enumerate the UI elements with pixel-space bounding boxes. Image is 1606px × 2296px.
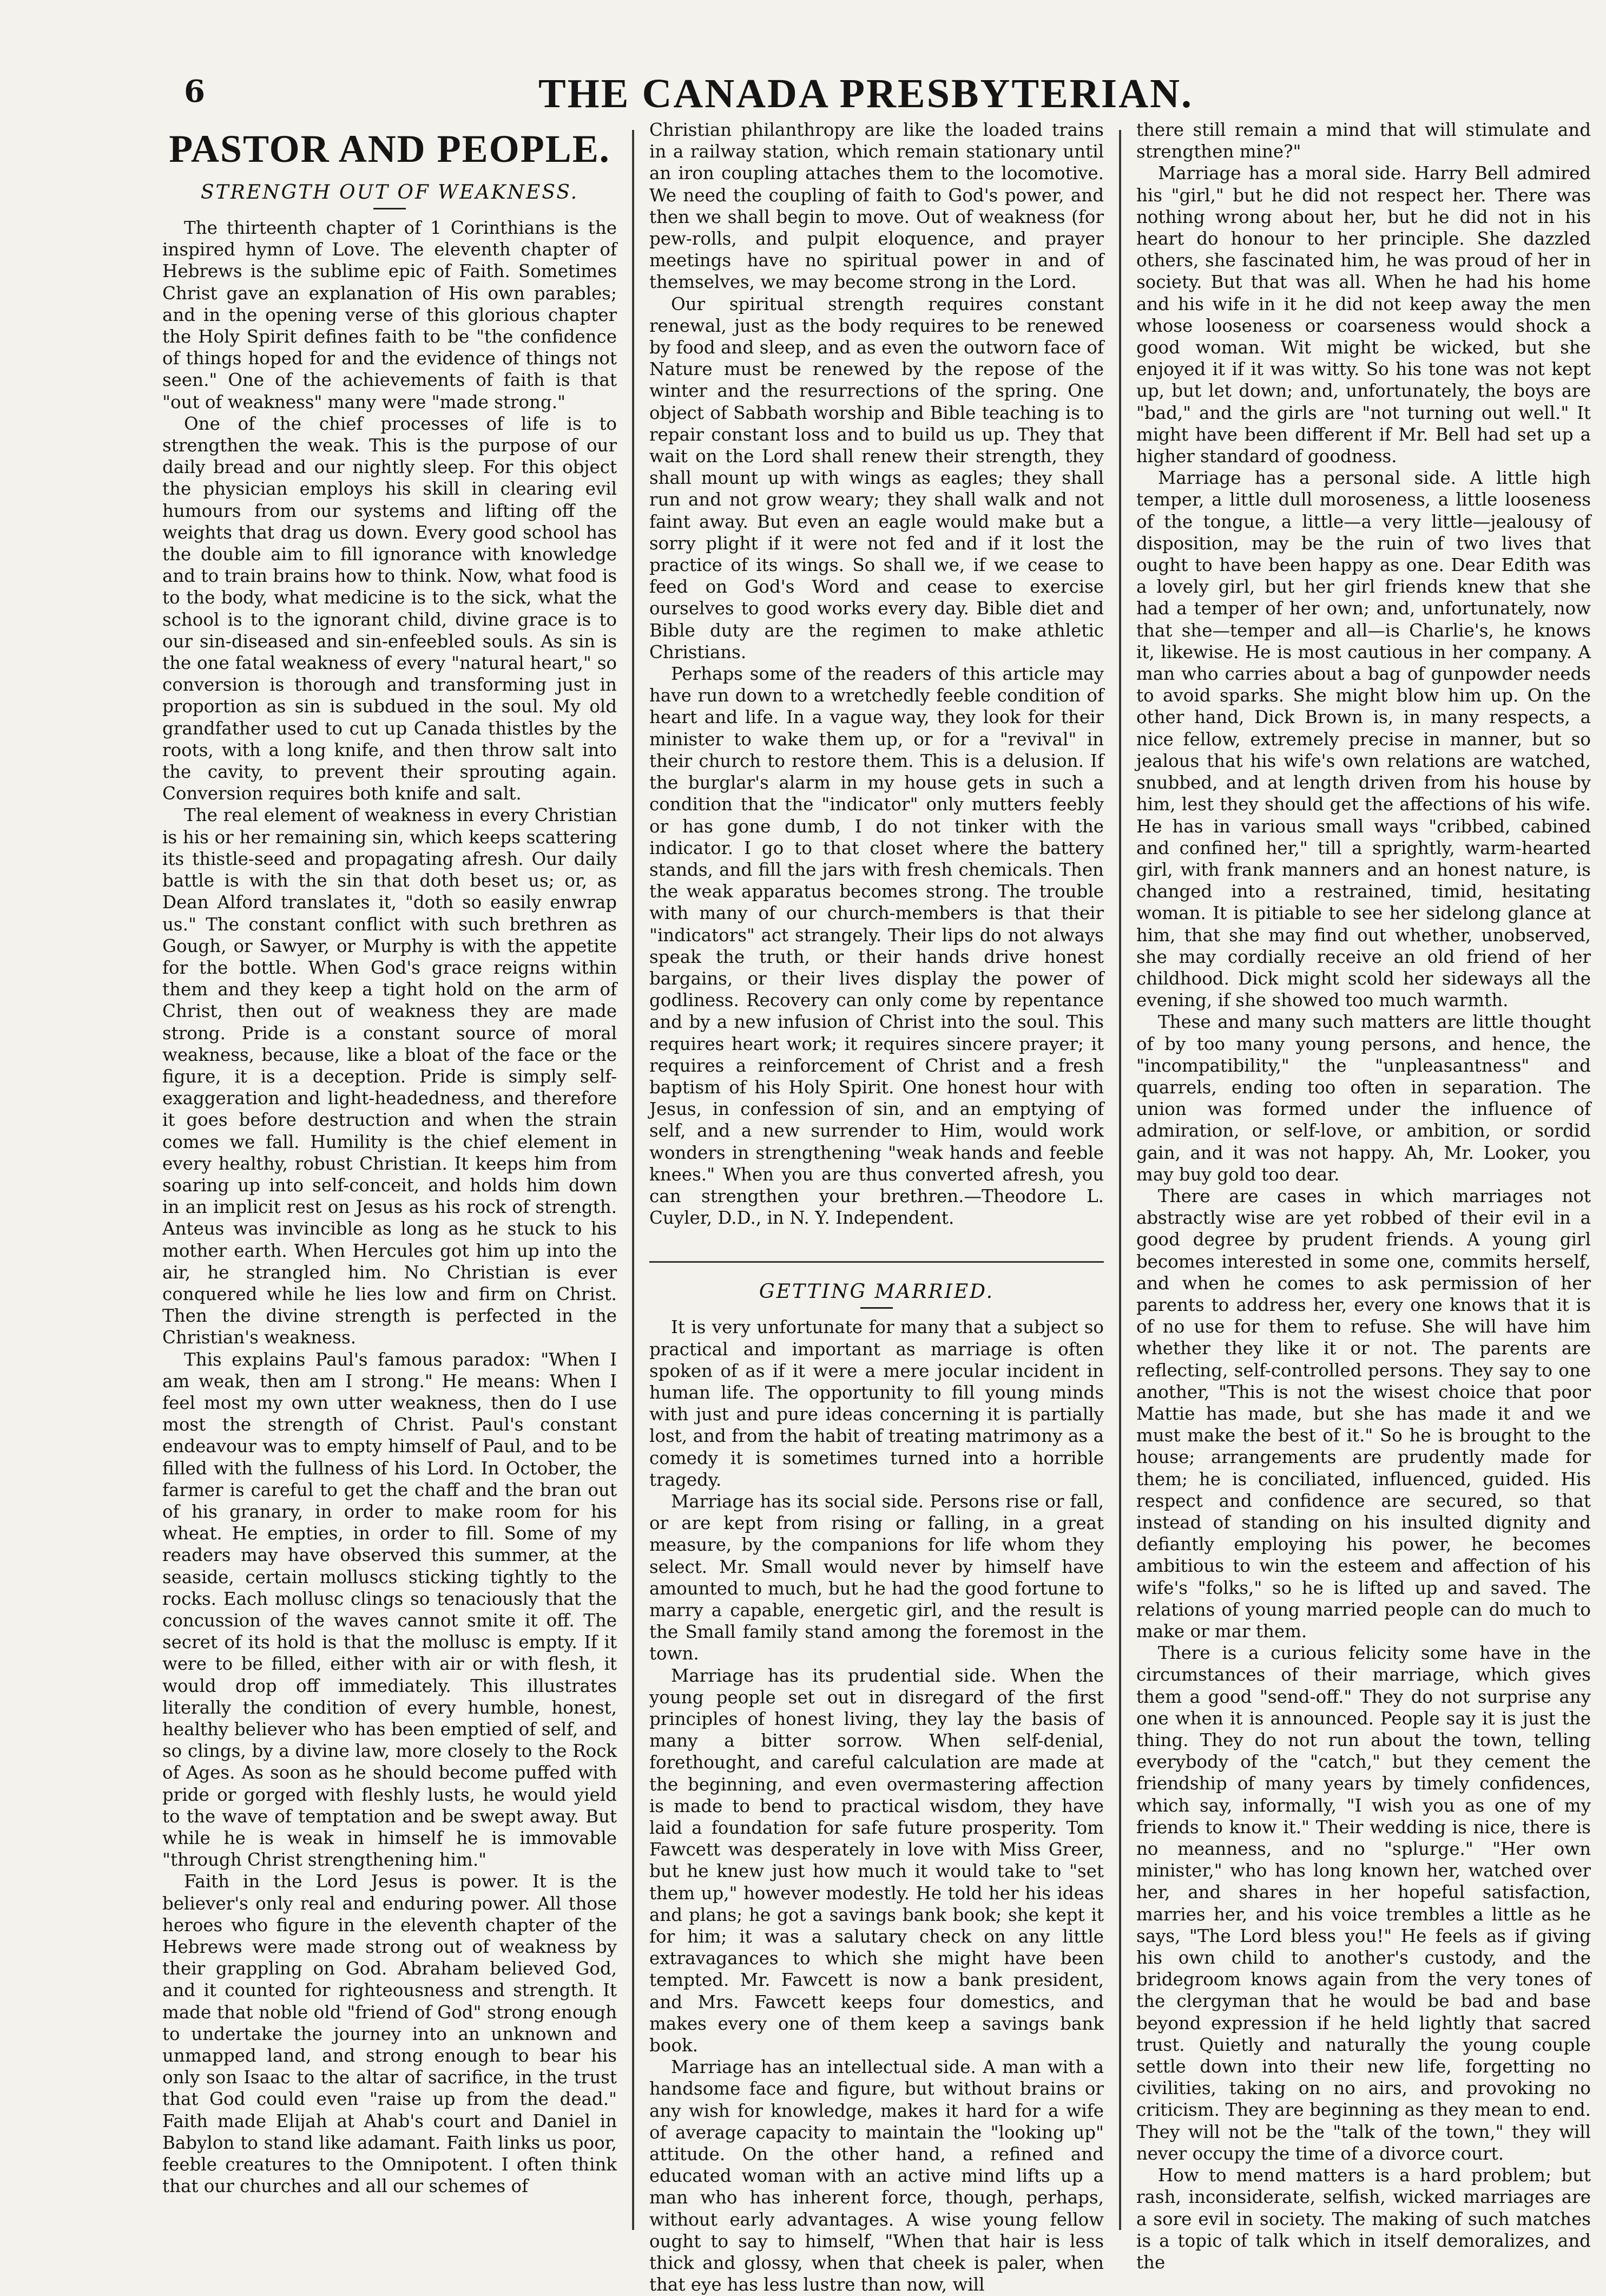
paragraph: These and many such matters are little thought of by too many young persons, and hence, the "incompatibility," the "unpleasantness" and quarrels, ending too often in separation. The union was formed under the influence of admiration, or self-love, or ambition, or sordid gain, and it was not happy. Ah, Mr. Looker, you may buy gold too dear. bbox=[1136, 1012, 1591, 1185]
column-divider bbox=[632, 130, 634, 2230]
paragraph: The real element of weakness in every Christian is his or her remaining sin, which keeps scattering its thistle-seed and propagating afresh. Our daily battle is with the sin that doth beset us; or, as Dean Alford translates it, "doth so easily enwrap us." The constant conflict with such brethren as Gough, or Sawyer, or Murphy is with the appetite for the bottle. When God's grace reigns within them and they keep a tight hold on the arm of Christ, then out of weakness they are made strong. Pride is a constant source of moral weakness, because, like a bloat of the face or the figure, it is a deception. Pride is simply self-exaggeration and light-headedness, and therefore it goes before destruction and when the strain comes we fall. Humility is the chief element in every healthy, robust Christian. It keeps him from soaring up into self-conceit, and holds him down in an implicit rest on Jesus as his rock of strength. Anteus was invincible as long as he stuck to his mother earth. When Hercules got him up into the air, he strangled him. No Christian is ever conquered while he lies low and firm on Christ. Then the divine strength is perfected in the Christian's weakness. bbox=[162, 805, 617, 1348]
column-1 bbox=[162, 119, 617, 2230]
section-heading: PASTOR AND PEOPLE. bbox=[169, 127, 610, 170]
masthead: THE CANADA PRESBYTERIAN. bbox=[538, 71, 1194, 116]
paragraph: Marriage has its prudential side. When the young people set out in disregard of the first principles of honest living, they lay the basis of many a bitter sorrow. When self-denial, forethought, and careful calculation are made at the beginning, and even overmastering affection is made to bend to practical wisdom, they have laid a foundation for safe future prosperity. Tom Fawcett was desperately in love with Miss Greer, but he knew just how much it would take to "set them up," however modestly. He told her his ideas and plans; he got a savings bank book; she kept it for him; it was a salutary check on any little extravagances to which she might have been tempted. Mr. Fawcett is now a bank president, and Mrs. Fawcett keeps four domestics, and makes every one of them keep a savings bank book. bbox=[649, 1665, 1104, 2056]
paragraph: Perhaps some of the readers of this article may have run down to a wretchedly feeble condition of heart and life. In a vague way, they look for their minister to wake them up, or for a "revival" in their church to restore them. This is a delusion. If the burglar's alarm in my house gets in such a condition that the "indicator" only mutters feebly or has gone dumb, I do not tinker with the indicator. I go to that closet where the battery stands, and fill the jars with fresh chemicals. Then the weak apparatus becomes strong. The trouble with many of our church-members is that their "indicators" act strangely. Their lips do not always speak the truth, or their hands drive honest bargains, or their lives display the power of godliness. Recovery can only come by repentance and by a new infusion of Christ into the soul. This requires heart work; it requires sincere prayer; it requires a reinforcement of Christ and a fresh baptism of his Holy Spirit. One honest hour with Jesus, in confession of sin, and an emptying of self, and a new surrender to Him, would work wonders in strengthening "weak hands and feeble knees." When you are thus converted afresh, you can strengthen your brethren.—Theodore L. Cuyler, D.D., in N. Y. Independent. bbox=[649, 664, 1104, 1229]
paragraph: Marriage has a personal side. A little high temper, a little dull moroseness, a little looseness of the tongue, a little—a very little—jealousy of disposition, may be the ruin of two lives that ought to have been happy as one. Dear Edith was a lovely girl, but her girl friends knew that she had a temper of her own; and, unfortunately, now that she—temper and all—is Charlie's, he knows it, likewise. He is most cautious in her company. A man who carries about a bag of gunpowder needs to avoid sparks. She might blow him up. On the other hand, Dick Brown is, in many respects, a nice fellow, extremely precise in manner, but so jealous that his wife's own relations are watched, snubbed, and at length driven from his house by him, lest they should get the affections of his wife. He has in various small ways "cribbed, cabined and confined her," till a sprightly, warm-hearted girl, with frank manners and an honest nature, is changed into a restrained, timid, hesitating woman. It is pitiable to see her sidelong glance at him, that she may find out whether, unobserved, she may cordially receive an old friend of her childhood. Dick might scold her sideways all the evening, if she showed too much warmth. bbox=[1136, 468, 1591, 1011]
paragraph: This explains Paul's famous paradox: "When I am weak, then am I strong." He means: When I feel most my own utter weakness, then do I use most the strength of Christ. Paul's constant endeavour was to empty himself of Paul, and to be filled with the fullness of his Lord. In October, the farmer is careful to get the chaff and the bran out of his granary, in order to make room for his wheat. He empties, in order to fill. Some of my readers may have observed this summer, at the seaside, certain molluscs sticking tightly to the rocks. Each mollusc clings so tenaciously that the concussion of the waves cannot smite it off. The secret of its hold is that the mollusc is empty. If it were to be filled, either with air or with flesh, it would drop off immediately. This illustrates literally the condition of every humble, honest, healthy believer who has been emptied of self, and so clings, by a divine law, more closely to the Rock of Ages. As soon as he should become puffed with pride or gorged with fleshly lusts, he would yield to the wave of temptation and be swept away. But while he is weak in himself he is immovable "through Christ strengthening him." bbox=[162, 1349, 617, 1871]
paragraph: One of the chief processes of life is to strengthen the weak. This is the purpose of our daily bread and our nightly sleep. For this object the physician employs his skill in clearing evil humours from our systems and lifting off the weights that drag us down. Every good school has the double aim to fill ignorance with knowledge and to train brains how to think. Now, what food is to the body, what medicine is to the sick, what the school is to the ignorant child, divine grace is to our sin-diseased and sin-enfeebled souls. As sin is the one fatal weakness of every "natural heart," so conversion is thorough and transforming just in proportion as sin is subdued in the soul. My old grandfather used to cut up Canada thistles by the roots, with a long knife, and then throw salt into the cavity, to prevent their sprouting again. Conversion requires both knife and salt. bbox=[162, 413, 617, 804]
article-separator bbox=[649, 1261, 1104, 1263]
paragraph: There are cases in which marriages not abstractly wise are yet robbed of their evil in a good degree by prudent friends. A young girl becomes interested in some one, commits herself, and when he comes to ask permission of her parents to address her, every one knows that it is of no use for them to refuse. She will have him whether they like it or not. The parents are reflecting, self-controlled persons. They say to one another, "This is not the wisest choice that poor Mattie has made, but she has made it and we must make the best of it." So he is brought to the house; arrangements are prudently made for them; he is conciliated, influenced, guided. His respect and confidence are secured, so that instead of standing on his insulted dignity and defiantly employing his power, he becomes ambitious to win the esteem and affection of his wife's "folks," so he is lifted up and saved. The relations of young married people can do much to make or mar them. bbox=[1136, 1185, 1591, 1642]
paragraph: Faith in the Lord Jesus is power. It is the believer's only real and enduring power. All those heroes who figure in the eleventh chapter of the Hebrews were made strong out of weakness by their grappling on God. Abraham believed God, and it counted for righteousness and strength. It made that noble old "friend of God" strong enough to undertake the journey into an unknown and unmapped land, and strong enough to bear his only son Isaac to the altar of sacrifice, in the trust that God could even "raise up from the dead." Faith made Elijah at Ahab's court and Daniel in Babylon to stand like adamant. Faith links us poor, feeble creatures to the Omnipotent. I often think that our churches and all our schemes of bbox=[162, 1871, 617, 2197]
paragraph: there still remain a mind that will stimulate and strengthen mine?" bbox=[1136, 120, 1591, 162]
paragraph: Marriage has an intellectual side. A man with a handsome face and figure, but without brains or any wish for knowledge, makes it hard for a wife of average capacity to maintain the "looking up" attitude. On the other hand, a refined and educated woman with an active mind lifts up a man who has inherent force, though, perhaps, without early advantages. A wise young fellow ought to say to himself, "When that hair is less thick and glossy, when that cheek is paler, when that eye has less lustre than now, will bbox=[649, 2057, 1104, 2295]
paragraph: The thirteenth chapter of 1 Corinthians is the inspired hymn of Love. The eleventh chapter of Hebrews is the sublime epic of Faith. Sometimes Christ gave an explanation of His own parables; and in the opening verse of this glorious chapter the Holy Spirit defines faith to be "the confidence of things hoped for and the evidence of things not seen." One of the achievements of faith is that "out of weakness" many were "made strong." bbox=[162, 218, 617, 412]
article-title: STRENGTH OUT OF WEAKNESS. bbox=[200, 181, 579, 204]
article-title: GETTING MARRIED. bbox=[759, 1281, 995, 1303]
paragraph: There is a curious felicity some have in the circumstances of their marriage, which gives them a good "send-off." They do not surprise any one when it is announced. People say it is just the thing. They do not run about the town, telling everybody of the "catch," but they cement the friendship of many years by timely confidences, which say, informally, "I wish you as one of my friends to know it." Their wedding is nice, there is no meanness, and no "splurge." "Her own minister," who has long known her, watched over her, and shares in her hopeful satisfaction, marries her, and his voice trembles a little as he says, "The Lord bless you!" He feels as if giving his own child to another's custody, and the bridegroom knows again from the very tones of the clergyman that he would be bad and base beyond expression if he held lightly that sacred trust. Quietly and naturally the young couple settle down into their new life, forgetting no civilities, taking on no airs, and provoking no criticism. They are beginning as they mean to end. They will not be the "talk of the town," they will never occupy the time of a divorce court. bbox=[1136, 1643, 1591, 2164]
paragraph: Christian philanthropy are like the loaded trains in a railway station, which remain stationary until an iron coupling attaches them to the locomotive. We need the coupling of faith to God's power, and then we shall begin to move. Out of weakness (for pew-rolls, and pulpit eloquence, and prayer meetings have no spiritual power in and of themselves, we may become strong in the Lord. bbox=[649, 120, 1104, 293]
title-rule bbox=[860, 1307, 893, 1309]
paragraph: Marriage has its social side. Persons rise or fall, or are kept from rising or falling, in a great measure, by the companions for life whom they select. Mr. Small would never by himself have amounted to much, but he had the good fortune to marry a capable, energetic girl, and the result is the Small family stand among the foremost in the town. bbox=[649, 1491, 1104, 1664]
paragraph: Our spiritual strength requires constant renewal, just as the body requires to be renewed by food and sleep, and as even the outworn face of Nature must be renewed by the repose of the winter and the resurrections of the spring. One object of Sabbath worship and Bible teaching is to repair constant loss and to build us up. They that wait on the Lord shall renew their strength, they shall mount up with wings as eagles; they shall run and not grow weary; they shall walk and not faint away. But even an eagle would make but a sorry plight if it were not fed and if it lost the practice of its wings. So shall we, if we cease to feed on God's Word and cease to exercise ourselves to good works every day. Bible diet and Bible duty are the regimen to make athletic Christians. bbox=[649, 293, 1104, 662]
columns bbox=[162, 119, 1591, 2295]
paragraph: Marriage has a moral side. Harry Bell admired his "girl," but he did not respect her. There was nothing wrong about her, but he did not in his heart do honour to her principle. She dazzled others, she fascinated him, he was proud of her in society. But that was all. When he had his home and his wife in it he did not keep away the men whose looseness or coarseness would shock a good woman. Wit might be wicked, but she enjoyed it if it was witty. So his tone was not kept up, but let down; and, unfortunately, the boys are "bad," and the girls are "not turning out well." It might have been different if Mr. Bell had set up a higher standard of goodness. bbox=[1136, 163, 1591, 467]
title-rule bbox=[373, 208, 406, 209]
paragraph: How to mend matters is a hard problem; but rash, inconsiderate, selfish, wicked marriages are a sore evil in society. The making of such matches is a topic of talk which in itself demoralizes, and the bbox=[1136, 2165, 1591, 2273]
column-divider bbox=[1119, 130, 1121, 2230]
paragraph: It is very unfortunate for many that a subject so practical and important as marriage is often spoken of as if it were a mere jocular incident in human life. The opportunity to fill young minds with just and pure ideas concerning it is partially lost, and from the habit of treating matrimony as a comedy it is sometimes turned into a horrible tragedy. bbox=[649, 1317, 1104, 1490]
column-2 bbox=[649, 119, 1104, 2295]
column-3 bbox=[1136, 119, 1591, 2273]
page-number: 6 bbox=[184, 74, 205, 109]
page-header bbox=[152, 70, 1580, 124]
